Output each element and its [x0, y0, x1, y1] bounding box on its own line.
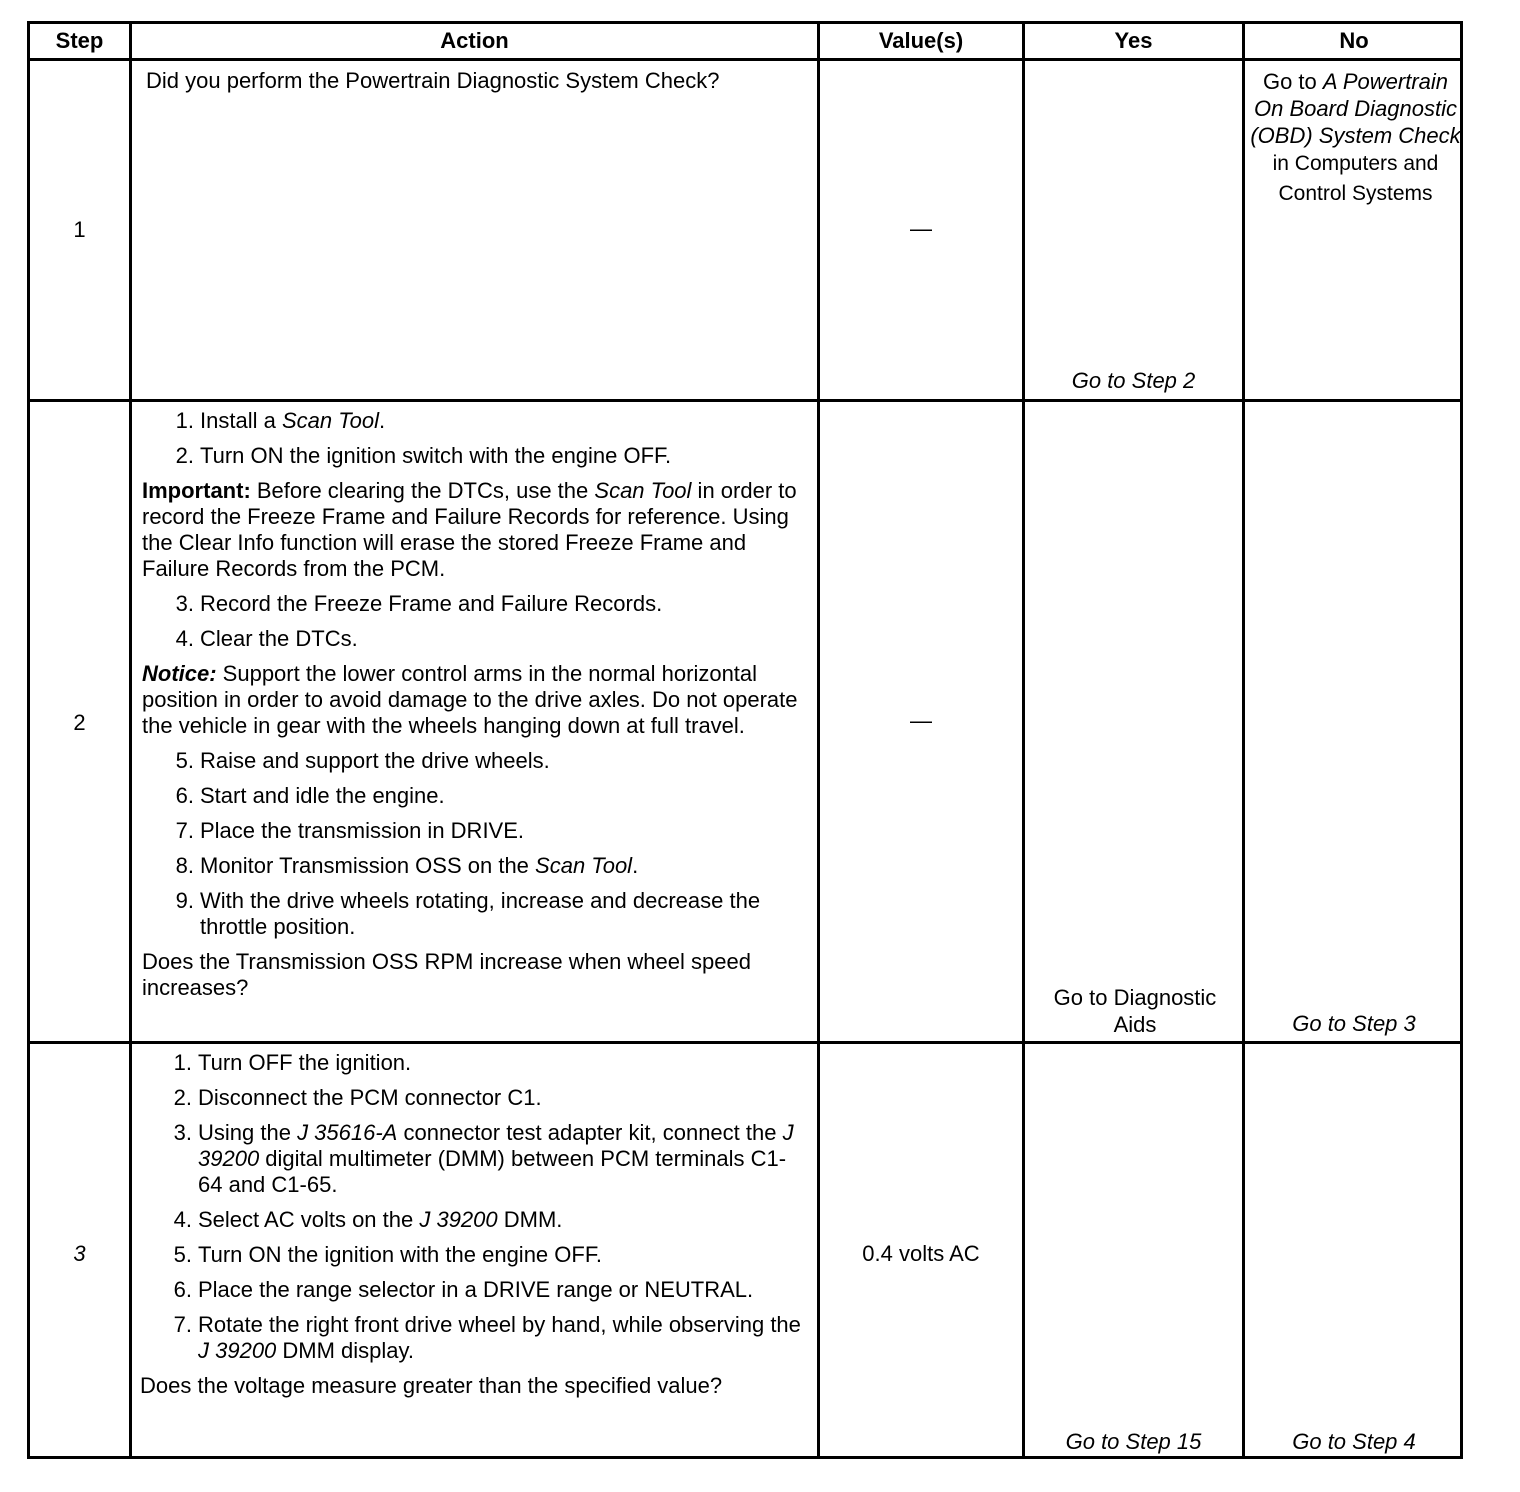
step-number: 3: [73, 1241, 86, 1266]
step-item-number: 9.: [175, 888, 194, 913]
row-divider: [30, 58, 1460, 61]
no-suffix: in Computers and Control Systems: [1272, 152, 1439, 205]
yes-action: Go to Step 2: [1071, 368, 1196, 393]
value-cell: —: [910, 216, 932, 241]
step-item-number: 6.: [175, 783, 194, 808]
action-question: Did you perform the Powertrain Diagnostic System Check?: [146, 68, 720, 93]
step-item-number: 2.: [173, 1085, 192, 1110]
step-item: 3. Record the Freeze Frame and Failure Records.: [142, 591, 812, 617]
value-cell: 0.4 volts AC: [862, 1241, 980, 1266]
step-item: 8. Monitor Transmission OSS on the Scan Tool.: [142, 853, 812, 879]
step-item: 2. Disconnect the PCM connector C1.: [140, 1085, 810, 1111]
step-item: 1. Install a Scan Tool.: [142, 408, 812, 434]
row-divider: [30, 1041, 1460, 1044]
step-item: 6. Place the range selector in a DRIVE range or NEUTRAL.: [140, 1277, 810, 1303]
step-item: 4. Select AC volts on the J 39200 DMM.: [140, 1207, 810, 1233]
value-cell: —: [910, 708, 932, 733]
diagnostic-table: [27, 21, 1463, 1459]
step-item: 1. Turn OFF the ignition.: [140, 1050, 810, 1076]
no-action: [1248, 68, 1463, 209]
notice-note: Notice: Support the lower control arms in the normal horizontal position in order to avoid damage to the drive axles. Do not operate the vehicle in gear with the wheels hanging down at full travel.: [142, 661, 798, 738]
step-item-number: 1.: [173, 1050, 192, 1075]
step-item-number: 8.: [175, 853, 194, 878]
step-item: 7. Place the transmission in DRIVE.: [142, 818, 812, 844]
step-item: 3. Using the J 35616-A connector test adapter kit, connect the J 39200 digital multimeter (DMM) between PCM terminals C1-64 and C1-65.: [140, 1120, 810, 1198]
step-item-number: 5.: [175, 748, 194, 773]
step-item-number: 4.: [173, 1207, 192, 1232]
action-question: Does the Transmission OSS RPM increase when wheel speed increases?: [142, 949, 751, 1000]
important-note: Important: Before clearing the DTCs, use the Scan Tool in order to record the Freeze Frame and Failure Records for reference. Using the Clear Info function will erase the stored Freeze Frame and Failure Records from the PCM.: [142, 478, 797, 581]
action-question: Does the voltage measure greater than the specified value?: [140, 1373, 723, 1398]
step-number: 2: [73, 710, 86, 735]
step-item: 5. Raise and support the drive wheels.: [142, 748, 812, 774]
step-list: [140, 1050, 810, 1364]
no-prefix: Go to: [1262, 69, 1317, 94]
step-item: 4. Clear the DTCs.: [142, 626, 812, 652]
step-list: [142, 591, 812, 652]
step-item: 6. Start and idle the engine.: [142, 783, 812, 809]
action-cell: [142, 408, 812, 1001]
col-divider: [129, 24, 132, 1456]
step-item: 5. Turn ON the ignition with the engine OFF.: [140, 1242, 810, 1268]
yes-action: Go to Diagnostic Aids: [1053, 985, 1217, 1037]
step-item: 2. Turn ON the ignition switch with the engine OFF.: [142, 443, 812, 469]
step-item-number: 7.: [173, 1312, 192, 1337]
action-cell: [140, 1050, 810, 1399]
no-link[interactable]: A Powertrain On Board Diagnostic (OBD) System Check: [1250, 69, 1461, 148]
step-item-number: 3.: [173, 1120, 192, 1145]
no-action: Go to Step 4: [1292, 1429, 1416, 1454]
header-action: Action: [440, 28, 509, 53]
step-item: 9. With the drive wheels rotating, increase and decrease the throttle position.: [142, 888, 812, 940]
step-item-number: 4.: [175, 626, 194, 651]
step-item-number: 1.: [175, 408, 194, 433]
col-divider: [1022, 24, 1025, 1456]
header-values: Value(s): [878, 28, 964, 53]
step-item-number: 5.: [173, 1242, 192, 1267]
header-yes: Yes: [1114, 28, 1153, 53]
step-item-number: 2.: [175, 443, 194, 468]
step-item-number: 3.: [175, 591, 194, 616]
header-step: Step: [55, 28, 104, 53]
row-divider: [30, 399, 1460, 402]
step-item-number: 6.: [173, 1277, 192, 1302]
header-no: No: [1339, 28, 1369, 53]
step-item-number: 7.: [175, 818, 194, 843]
col-divider: [1242, 24, 1245, 1456]
no-action: Go to Step 3: [1292, 1011, 1416, 1036]
yes-action: Go to Step 15: [1065, 1429, 1202, 1454]
step-number: 1: [73, 217, 86, 242]
step-item: 7. Rotate the right front drive wheel by hand, while observing the J 39200 DMM display.: [140, 1312, 810, 1364]
step-list: [142, 748, 812, 940]
step-list: [142, 408, 812, 469]
